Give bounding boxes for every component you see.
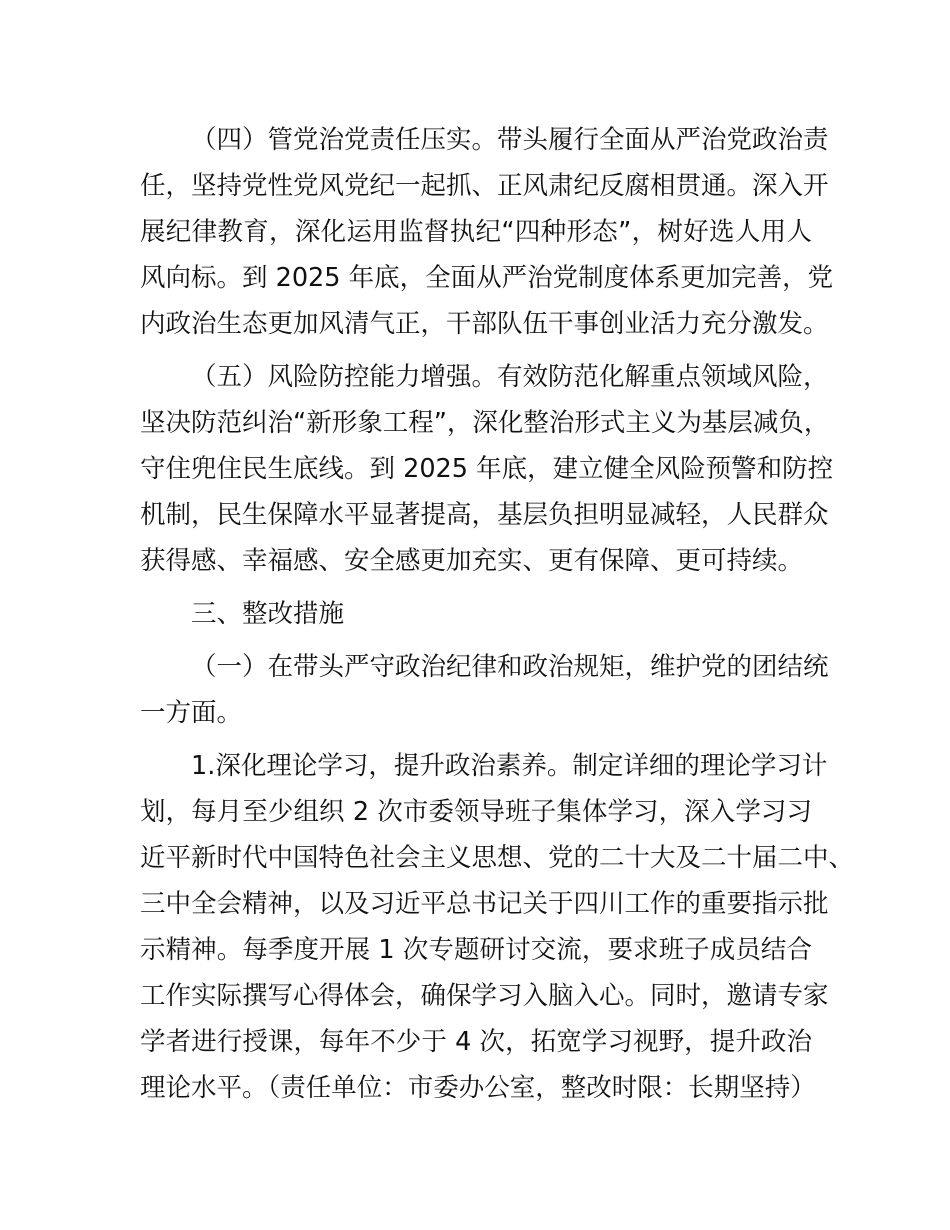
- text-line: 工作实际撰写心得体会，确保学习入脑入心。同时，邀请专家: [140, 981, 829, 1011]
- text-line: 示精神。每季度开展 1 次专题研讨交流，要求班子成员结合: [140, 935, 812, 965]
- text-line: 内政治生态更加风清气正，干部队伍干事创业活力充分激发。: [140, 309, 829, 339]
- text-line: 获得感、幸福感、安全感更加充实、更有保障、更可持续。: [140, 546, 804, 576]
- text-line: 划，每月至少组织 2 次市委领导班子集体学习，深入学习习: [140, 797, 812, 827]
- text-line: （一）在带头严守政治纪律和政治规矩，维护党的团结统: [191, 652, 829, 682]
- text-line: 展纪律教育，深化运用监督执纪“四种形态”，树好选人用人: [140, 217, 812, 247]
- text-line: （四）管党治党责任压实。带头履行全面从严治党政治责: [191, 125, 829, 155]
- text-line: 学者进行授课，每年不少于 4 次，拓宽学习视野，提升政治: [140, 1027, 812, 1057]
- text-line: 一方面。: [140, 698, 243, 728]
- paragraph-section-4: [140, 117, 834, 347]
- item-theory-study: [140, 743, 855, 1111]
- text-line: 守住兜住民生底线。到 2025 年底，建立健全风险预警和防控: [140, 454, 834, 484]
- text-line: 近平新时代中国特色社会主义思想、党的二十大及二十届二中、: [140, 843, 855, 873]
- heading-rectification-measures: [140, 591, 812, 637]
- text-line: 坚决防范纠治“新形象工程”，深化整治形式主义为基层减负，: [140, 408, 830, 438]
- text-line: 三、整改措施: [191, 599, 345, 629]
- text-line: 风向标。到 2025 年底，全面从严治党制度体系更加完善，党: [140, 263, 834, 293]
- text-line: 任，坚持党性党风党纪一起抓、正风肃纪反腐相贯通。深入开: [140, 171, 829, 201]
- text-line: （五）风险防控能力增强。有效防范化解重点领域风险，: [191, 362, 829, 392]
- subheading-political-discipline: [140, 644, 829, 736]
- document-page: [140, 117, 855, 1118]
- text-line: 1.深化理论学习，提升政治素养。制定详细的理论学习计: [191, 751, 828, 781]
- text-line: 机制，民生保障水平显著提高，基层负担明显减轻，人民群众: [140, 500, 829, 530]
- paragraph-section-5: [140, 354, 834, 584]
- text-line: 理论水平。（责任单位：市委办公室，整改时限：长期坚持）: [140, 1073, 816, 1103]
- text-line: 三中全会精神，以及习近平总书记关于四川工作的重要指示批: [140, 889, 829, 919]
